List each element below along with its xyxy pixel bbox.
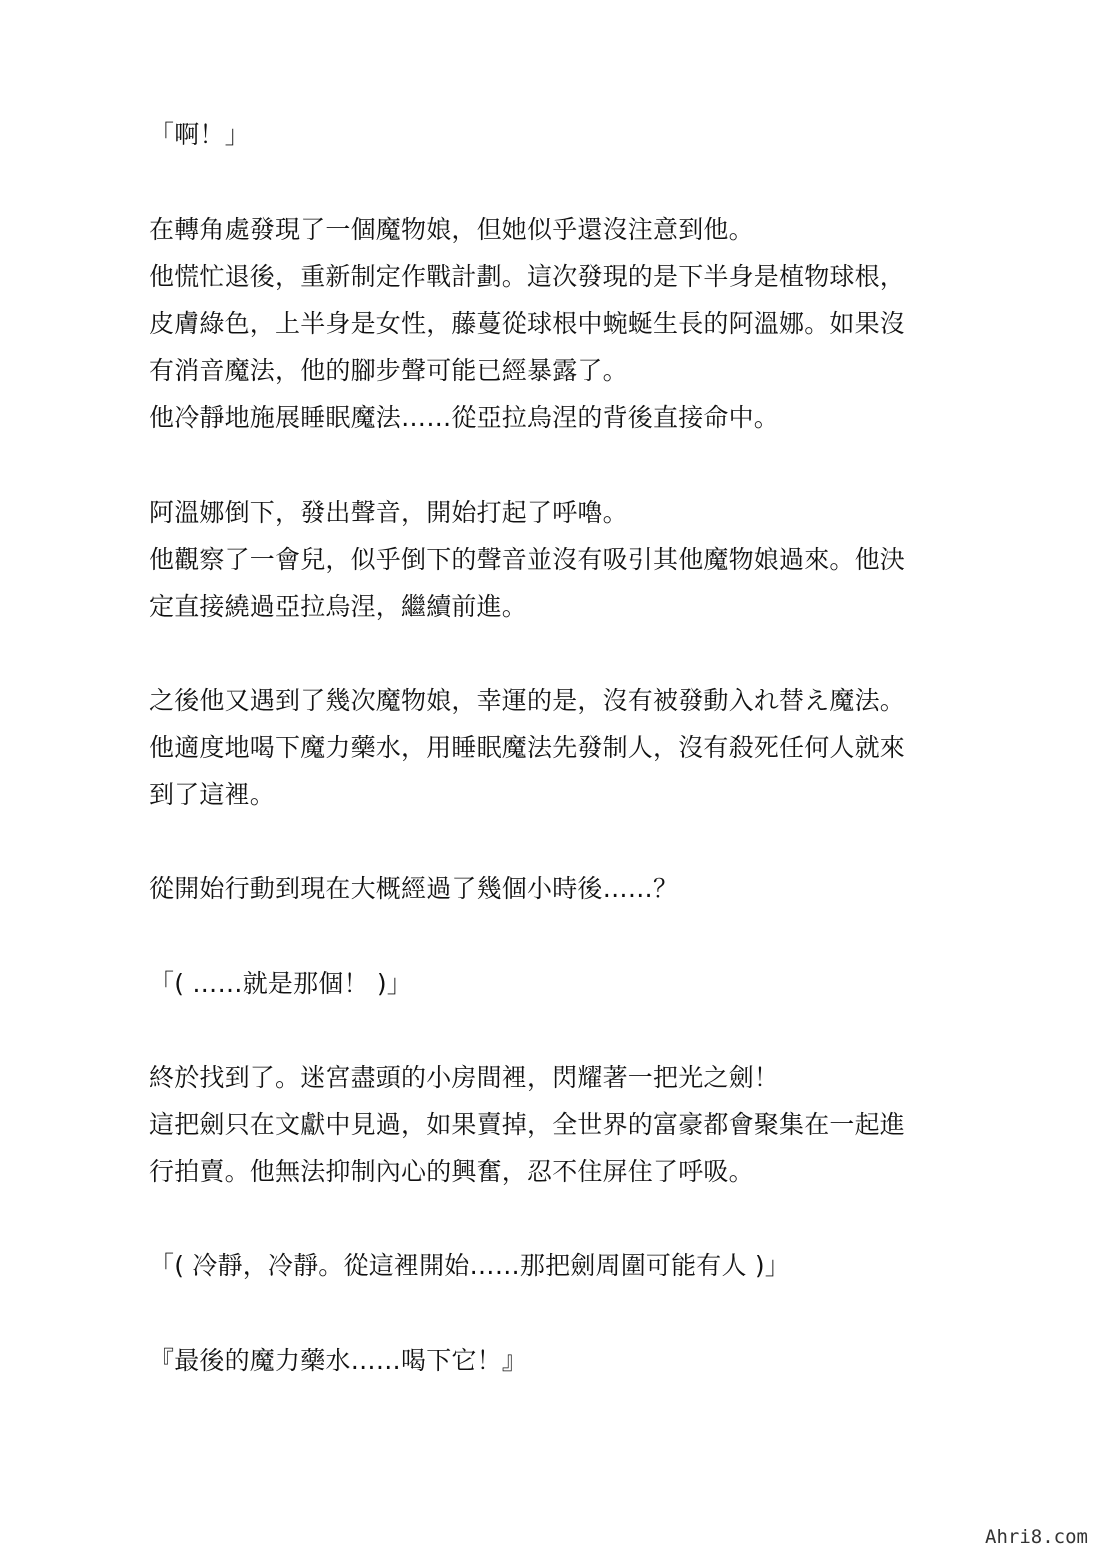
watermark: Ahri8.com (985, 1526, 1088, 1548)
text-line: 在轉角處發現了一個魔物娘，但她似乎還沒注意到他。 (149, 215, 754, 244)
text-line: 『最後的魔力藥水……喝下它！』 (149, 1346, 528, 1375)
text-line: 皮膚綠色，上半身是女性，藤蔓從球根中蜿蜒生長的阿溫娜。如果沒 (149, 309, 906, 338)
text-line: 他適度地喝下魔力藥水，用睡眠魔法先發制人，沒有殺死任何人就來 (149, 733, 906, 762)
text-line: 有消音魔法，他的腳步聲可能已經暴露了。 (149, 356, 628, 385)
text-line: 之後他又遇到了幾次魔物娘，幸運的是，沒有被發動入れ替え魔法。 (149, 686, 906, 715)
text-line: 他冷靜地施展睡眠魔法……從亞拉烏涅的背後直接命中。 (149, 403, 780, 432)
text-line: 「啊！」 (149, 120, 250, 149)
text-line: 阿溫娜倒下，發出聲音，開始打起了呼嚕。 (149, 498, 628, 527)
text-line: 行拍賣。他無法抑制內心的興奮，忍不住屏住了呼吸。 (149, 1157, 754, 1186)
text-line: 從開始行動到現在大概經過了幾個小時後……？ (149, 874, 679, 903)
text-line: 定直接繞過亞拉烏涅，繼續前進。 (149, 592, 528, 621)
text-line: 終於找到了。迷宮盡頭的小房間裡，閃耀著一把光之劍！ (149, 1063, 780, 1092)
text-line: 這把劍只在文獻中見過，如果賣掉，全世界的富豪都會聚集在一起進 (149, 1110, 906, 1139)
text-line: 他慌忙退後，重新制定作戰計劃。這次發現的是下半身是植物球根， (149, 262, 906, 291)
text-line: 他觀察了一會兒，似乎倒下的聲音並沒有吸引其他魔物娘過來。他決 (149, 545, 906, 574)
text-line: 到了這裡。 (149, 780, 276, 809)
text-line: 「( 冷靜，冷靜。從這裡開始……那把劍周圍可能有人 )」 (149, 1251, 791, 1280)
text-line: 「( ……就是那個！ )」 (149, 969, 413, 998)
